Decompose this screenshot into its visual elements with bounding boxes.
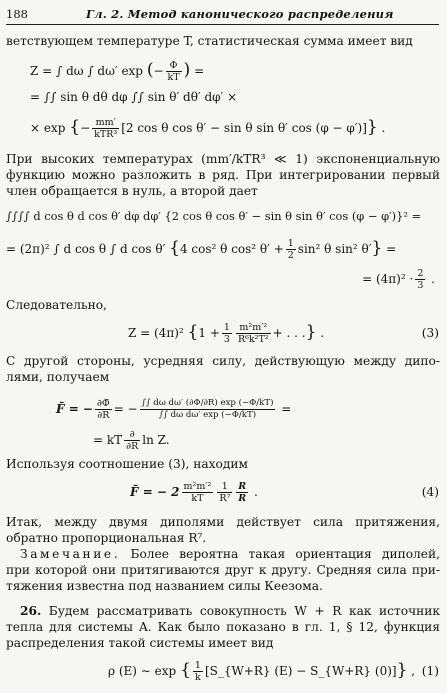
equation-3: Z = (4π)² {1 + $\frac{1}{3}$ $\frac{\text{m²m′²}}{\text{R⁶k²T²}}$ + . . .} . bbox=[128, 322, 325, 345]
running-header bbox=[6, 4, 439, 25]
frac-den: ∂R bbox=[126, 441, 139, 452]
equation-number: (1) bbox=[421, 664, 439, 678]
brace-open: { bbox=[180, 660, 191, 680]
eq-part: = kT bbox=[93, 433, 123, 447]
text-line: лями, получаем bbox=[6, 370, 110, 384]
text-line: тяжения известна под названием силы Кеезома. bbox=[6, 579, 323, 593]
eq-part: ln Z. bbox=[142, 433, 170, 447]
running-title: Гл. 2. Метод канонического распределения bbox=[86, 7, 394, 21]
frac-num: m²m′² bbox=[236, 322, 271, 334]
frac-num: Φ bbox=[166, 60, 182, 72]
text-line: обратно пропорциональная R⁷. bbox=[6, 531, 207, 545]
frac-num: 2 bbox=[417, 268, 424, 279]
brace-open: ( bbox=[146, 60, 154, 80]
frac-num: ∂ bbox=[124, 429, 140, 441]
equation-force-line2 bbox=[93, 429, 170, 452]
problem-number: 26. bbox=[20, 604, 42, 618]
equation-number: (3) bbox=[421, 326, 439, 340]
frac-den: 2 bbox=[287, 250, 294, 261]
text-line bbox=[6, 546, 440, 562]
eq-part: F̄ = − 2 bbox=[130, 485, 180, 499]
text-line: С другой стороны, усредняя силу, действующую между дипо- bbox=[6, 354, 440, 368]
fraction bbox=[286, 238, 296, 261]
equation-1: ρ (E) ∼ exp { $\frac{1}{k}$ [S_{W+R} (E) − S_{W+R} (0)]} , bbox=[108, 660, 416, 683]
fraction bbox=[222, 322, 232, 345]
eq-part: = (2π)² ∫ d cos θ ∫ d cos θ′ bbox=[6, 242, 166, 256]
eq-part: Z = ∫ dω ∫ dω′ exp bbox=[30, 64, 143, 78]
brace-close: } bbox=[371, 238, 383, 258]
fraction bbox=[193, 660, 203, 683]
frac-num: 1 bbox=[217, 481, 232, 493]
brace-open: { bbox=[69, 117, 81, 137]
fraction bbox=[124, 429, 140, 452]
frac-den: 3 bbox=[417, 280, 424, 291]
equation-z-line3: × exp {− $\frac{mm'}{\text{kTR³}}$ [2 cos θ cos θ′ − sin θ sin θ′ cos (φ − φ′)]} . bbox=[30, 117, 386, 140]
text-line: Используя соотношение (3), находим bbox=[6, 457, 248, 471]
eq-part: Z = (4π)² bbox=[128, 326, 184, 340]
frac-den: kT bbox=[167, 72, 180, 83]
frac-den: R⁷ bbox=[219, 493, 231, 504]
frac-num: ∂Φ̄ bbox=[96, 398, 110, 409]
text-line: Итак, между двумя диполями действует сила притяжения, bbox=[6, 515, 440, 529]
frac-num: 1 bbox=[194, 660, 201, 671]
text-line: при которой они притягиваются друг к другу. Средняя сила при- bbox=[6, 563, 440, 577]
frac-num: ∫∫ dω dω′ (∂Φ/∂R) exp (−Φ/kT) bbox=[141, 398, 274, 408]
frac-num: m²m′² bbox=[183, 481, 212, 492]
fraction bbox=[166, 60, 182, 83]
fraction bbox=[236, 322, 271, 345]
frac-num: 1 bbox=[287, 238, 294, 249]
fraction bbox=[236, 481, 248, 504]
frac-den: R⁶k²T² bbox=[237, 334, 269, 345]
eq-part: F̄ = − bbox=[56, 402, 93, 416]
text-line: При высоких температурах (mm′/kTR³ ≪ 1) экспоненциальную bbox=[6, 152, 440, 166]
equation-int-line3: = (4π)² · $\frac{2}{3}$ . bbox=[362, 268, 435, 291]
equation-z-line2: = ∫∫ sin θ dθ dφ ∫∫ sin θ′ dθ′ dφ′ × bbox=[30, 90, 238, 104]
frac-den: 3 bbox=[223, 334, 230, 345]
equation-number: (4) bbox=[421, 485, 439, 499]
frac-num: mm′ bbox=[92, 117, 119, 129]
frac-den: k bbox=[195, 672, 201, 683]
eq-part: ρ (E) ∼ exp bbox=[108, 664, 177, 678]
equation-force-line1: F̄ = − $\frac{\partial\Phī}{\partial R}$ = − $\frac{\text{∫∫ dω dω′ (∂Φ/∂R) exp (−Φ/kT)}}{\text{∫∫ dω dω′ exp (−Φ/kT)}}$ = bbox=[56, 398, 292, 421]
equation-int-line1: ∫∫∫∫ d cos θ d cos θ′ dφ dφ′ {2 cos θ cos θ′ − sin θ sin θ′ cos (φ − φ′)}² = bbox=[6, 209, 422, 223]
brace-close: } bbox=[396, 660, 408, 680]
text-line: тепла для системы A. Как было показано в гл. 1, § 12, функция bbox=[6, 620, 440, 634]
equation-z-line1: Z = ∫ dω ∫ dω′ exp (− $\frac{\Phi}{kT}$ ) = bbox=[30, 60, 205, 83]
text-line: распределения такой системы имеет вид bbox=[6, 636, 274, 650]
brace-close: ) bbox=[183, 60, 191, 80]
fraction bbox=[217, 481, 232, 504]
eq-part: + . . . bbox=[272, 326, 306, 340]
frac-den: ∫∫ dω dω′ exp (−Φ/kT) bbox=[158, 410, 257, 420]
frac-den: ∂R bbox=[97, 410, 110, 421]
brace-open: { bbox=[169, 238, 180, 258]
brace-close: } bbox=[366, 117, 378, 137]
eq-part: × exp bbox=[30, 121, 66, 135]
eq-part: 4 cos² θ cos² θ′ + bbox=[179, 242, 284, 256]
text-line: функцию можно разложить в ряд. При интегрировании первый bbox=[6, 168, 440, 182]
frac-num: R bbox=[238, 481, 247, 492]
page-number: 188 bbox=[6, 7, 28, 21]
eq-part: [2 cos θ cos θ′ − sin θ sin θ′ cos (φ − φ′)] bbox=[121, 121, 367, 135]
text-line bbox=[6, 603, 440, 619]
frac-den: R bbox=[238, 493, 247, 504]
eq-part: = (4π)² · bbox=[362, 272, 414, 286]
equation-int-line2: = (2π)² ∫ d cos θ ∫ d cos θ′ {4 cos² θ cos² θ′ + $\frac{1}{2}$ sin² θ sin² θ′} = bbox=[6, 238, 397, 261]
text-line: Следовательно, bbox=[6, 298, 107, 312]
frac-den: kTR³ bbox=[94, 129, 118, 140]
eq-part: sin² θ sin² θ′ bbox=[297, 242, 372, 256]
brace-close: } bbox=[305, 322, 317, 342]
equation-4: F̄ = − 2 $\frac{\text{m²m′²}}{kT}$ $\frac{1}{\text{R⁷}}$ $\frac{R}{R}$ . bbox=[130, 481, 258, 504]
fraction bbox=[92, 117, 119, 140]
text-line: член обращается в нуль, а второй дает bbox=[6, 184, 258, 198]
eq-part: [S_{W+R} (E) − S_{W+R} (0)] bbox=[204, 664, 397, 678]
fraction bbox=[415, 268, 425, 291]
frac-num: 1 bbox=[223, 322, 230, 333]
frac-den: kT bbox=[191, 493, 204, 504]
text-span: Более вероятна такая ориентация диполей, bbox=[130, 547, 440, 561]
brace-open: { bbox=[187, 322, 199, 342]
eq-part: = − bbox=[113, 402, 138, 416]
text-line: ветствующем температуре T, статистическая сумма имеет вид bbox=[6, 34, 413, 48]
text-span: Будем рассматривать совокупность W + R как источник bbox=[48, 604, 441, 618]
fraction bbox=[140, 398, 276, 421]
fraction bbox=[95, 398, 112, 421]
note-label: Замечание. bbox=[20, 547, 121, 561]
fraction bbox=[182, 481, 214, 504]
